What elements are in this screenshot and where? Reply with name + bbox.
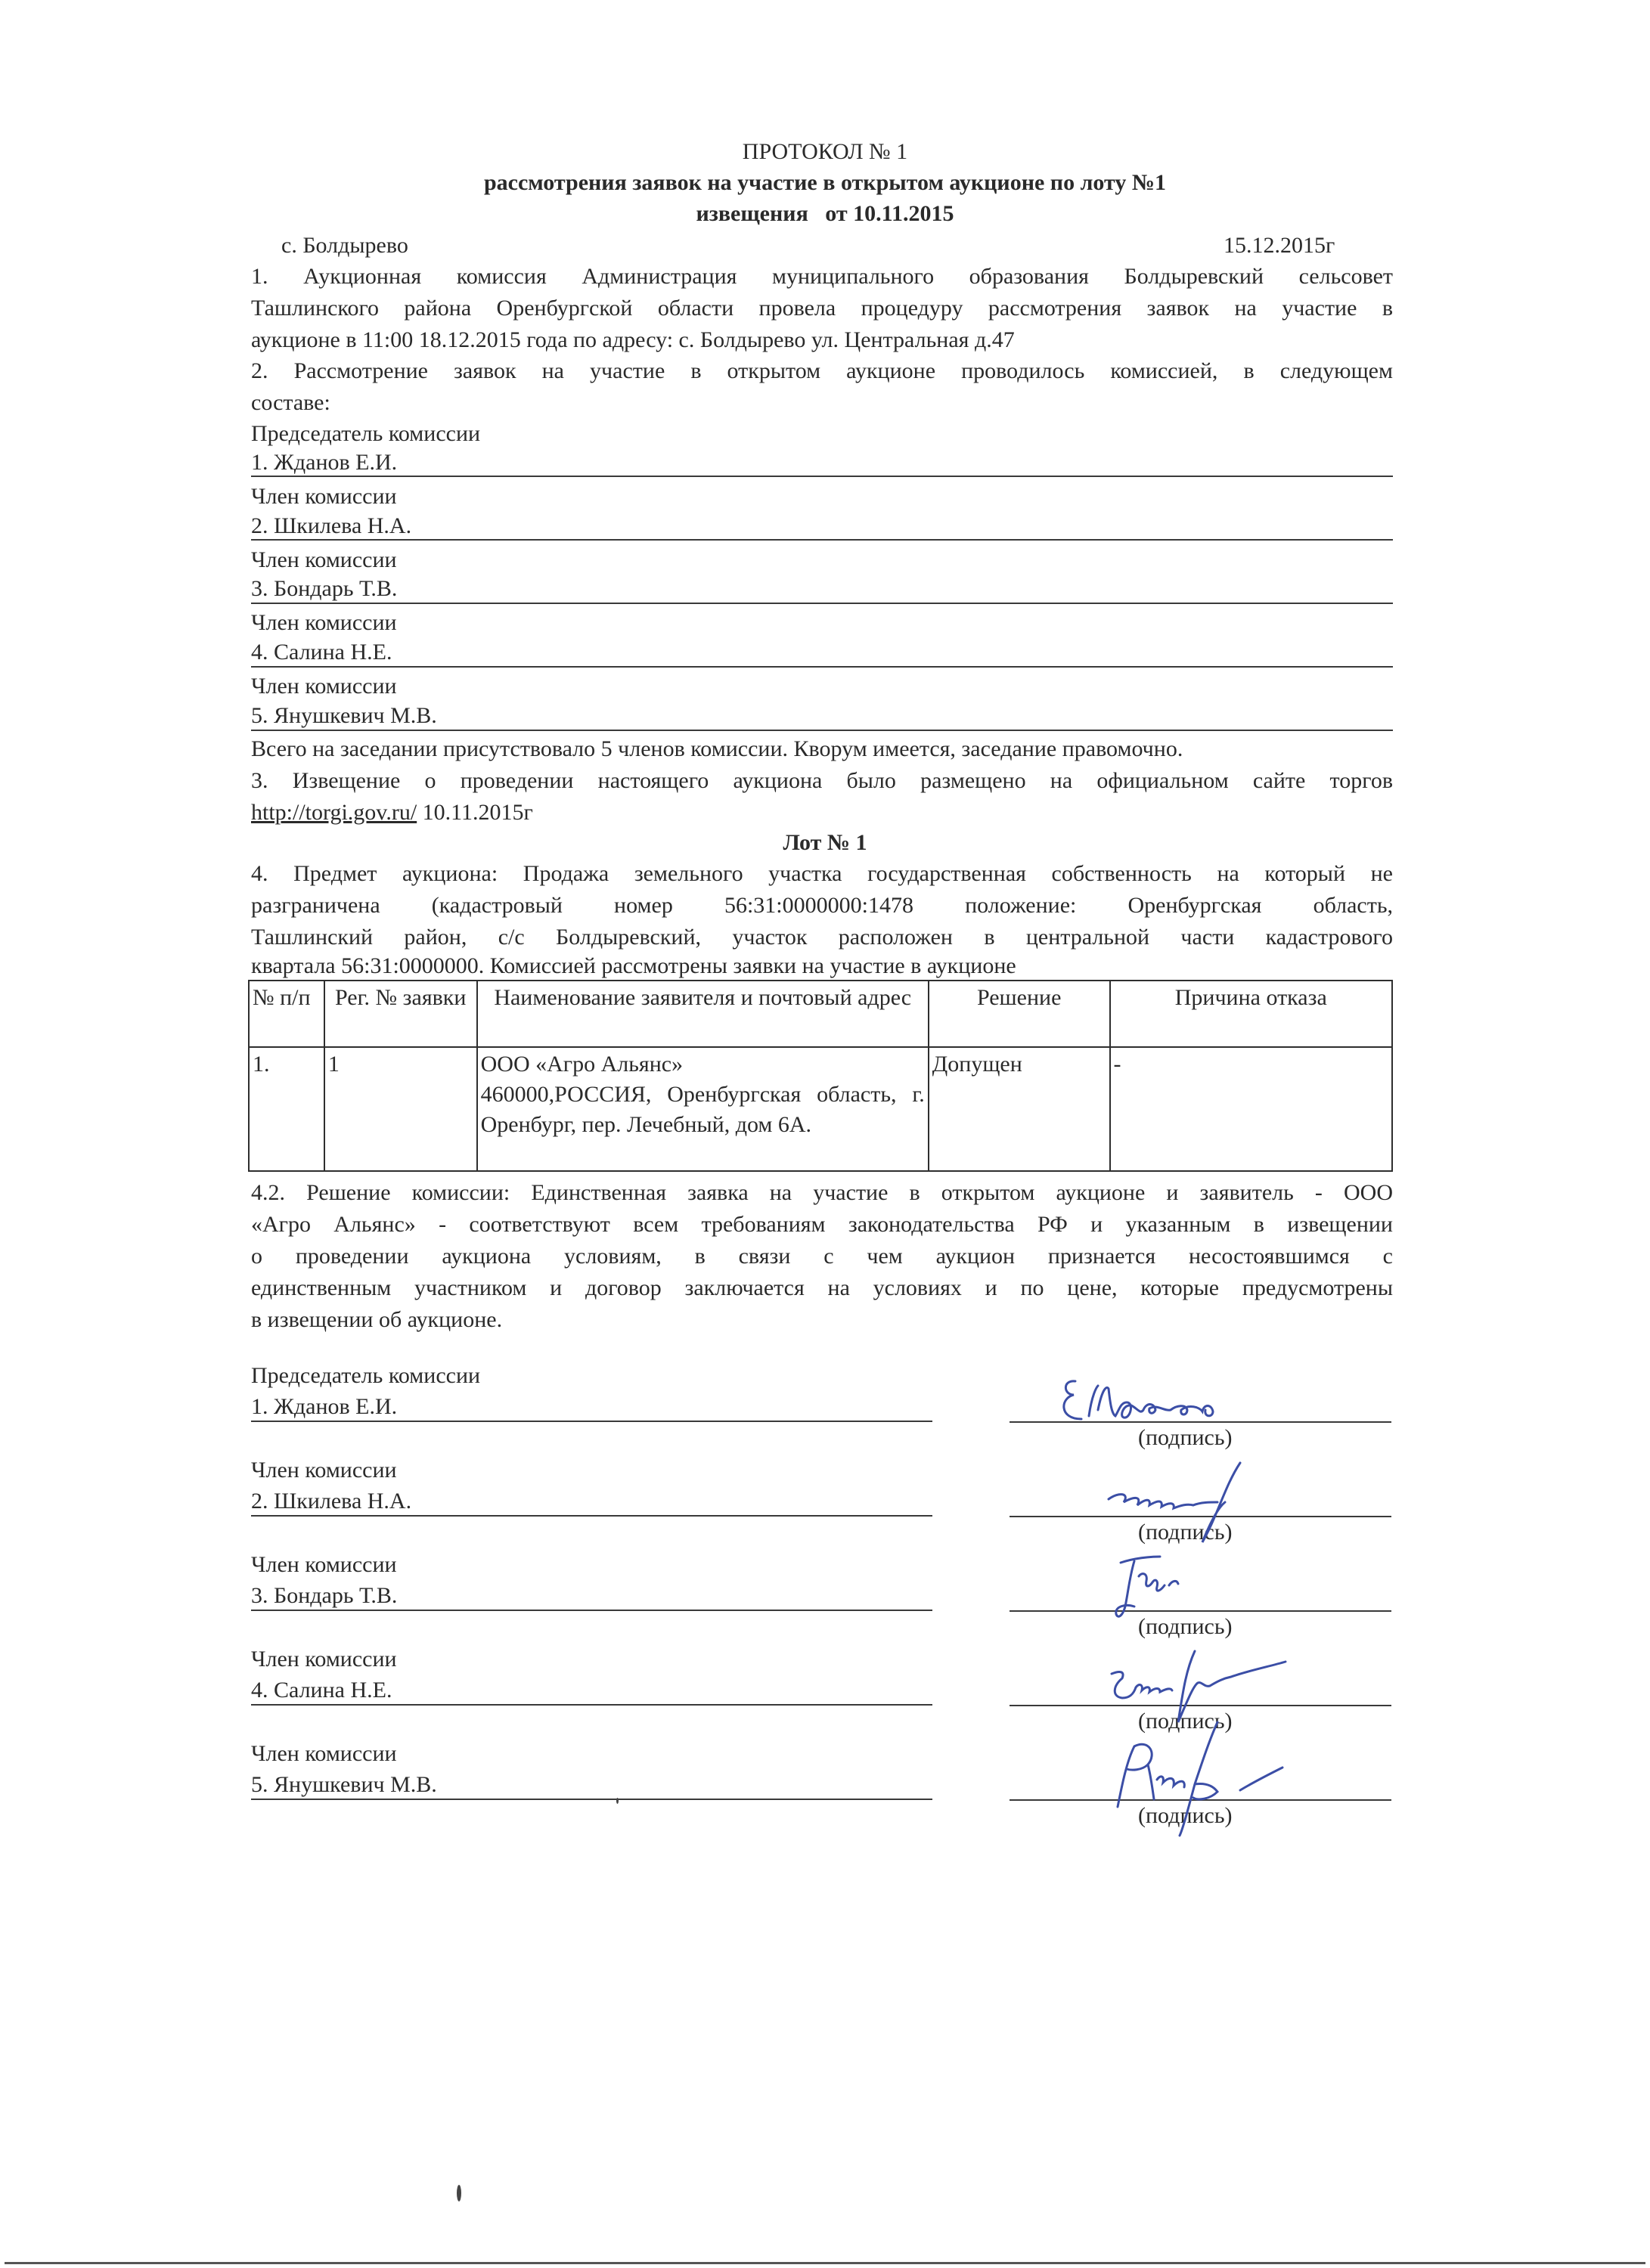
- divider: [251, 603, 1393, 604]
- name-line: [251, 1704, 932, 1706]
- scan-edge-line: [5, 2262, 1645, 2264]
- table-row: [249, 1047, 1392, 1171]
- document-subtitle: рассмотрения заявок на участие в открытом аукционе по лоту №1: [483, 170, 1167, 195]
- scan-speck: [457, 2185, 461, 2201]
- lot-line-4: квартала 56:31:0000000. Комиссией рассмотрены заявки на участие в аукционе: [251, 953, 1016, 978]
- decision-line-5: в извещении об аукционе.: [251, 1307, 503, 1332]
- signer-name: 5. Янушкевич М.В.: [251, 1772, 437, 1797]
- signature-caption: (подпись): [1138, 1709, 1233, 1734]
- member-name: 5. Янушкевич М.В.: [251, 703, 437, 728]
- signer-name: 2. Шкилева Н.А.: [251, 1489, 412, 1514]
- member-role: Член комиссии: [251, 484, 397, 509]
- col-header-decision: Решение: [929, 981, 1110, 1047]
- member-role: Член комиссии: [251, 674, 397, 699]
- signature-yanushkevich-icon: [1104, 1716, 1316, 1841]
- member-name: 1. Жданов Е.И.: [251, 450, 398, 475]
- member-role: Член комиссии: [251, 547, 397, 572]
- cell-applicant: [477, 1047, 929, 1171]
- signer-role: Председатель комиссии: [251, 1363, 481, 1388]
- divider: [251, 476, 1393, 477]
- cell-number: 1.: [249, 1047, 324, 1171]
- section-3-line-1: 3. Извещение о проведении настоящего аукциона было размещено на официальном сайте торгов: [251, 768, 1393, 793]
- signer-role: Член комиссии: [251, 1552, 397, 1577]
- cell-reg-number: 1: [324, 1047, 477, 1171]
- section-2-line-1: 2. Рассмотрение заявок на участие в открытом аукционе проводилось комиссией, в следующем: [251, 358, 1393, 383]
- signature-bondar-icon: [1112, 1554, 1195, 1625]
- name-line: [251, 1799, 932, 1800]
- place-label: с. Болдырево: [281, 233, 408, 258]
- section-1-line-3: аукционе в 11:00 18.12.2015 года по адресу: с. Болдырево ул. Центральная д.47: [251, 327, 1015, 352]
- section-2-line-2: составе:: [251, 390, 330, 415]
- name-line: [251, 1610, 932, 1611]
- member-role: Председатель комиссии: [251, 421, 481, 446]
- quorum-statement: Всего на заседании присутствовало 5 членов комиссии. Кворум имеется, заседание правомочно.: [251, 736, 1183, 761]
- decision-line-4: единственным участником и договор заключается на условиях и по цене, которые предусмотрены: [251, 1275, 1393, 1300]
- signature-caption: (подпись): [1138, 1803, 1233, 1828]
- lot-heading: Лот № 1: [783, 830, 867, 855]
- signer-role: Член комиссии: [251, 1458, 397, 1483]
- signer-name: 3. Бондарь Т.В.: [251, 1583, 398, 1608]
- name-line: [251, 1421, 932, 1422]
- table-header-row: [249, 981, 1392, 1047]
- decision-line-1: 4.2. Решение комиссии: Единственная заявка на участие в открытом аукционе и заявитель - ООО: [251, 1180, 1393, 1205]
- section-1-line-1: 1. Аукционная комиссия Администрация муниципального образования Болдыревский сельсовет: [251, 264, 1393, 289]
- col-header-applicant: Наименование заявителя и почтовый адрес: [477, 981, 929, 1047]
- lot-line-2: разграничена (кадастровый номер 56:31:0000000:1478 положение: Оренбургская область,: [251, 893, 1393, 918]
- col-header-reason: Причина отказа: [1110, 981, 1392, 1047]
- divider: [251, 730, 1393, 731]
- divider: [251, 666, 1393, 668]
- name-line: [251, 1515, 932, 1517]
- decision-line-3: о проведении аукциона условиям, в связи с чем аукцион признается несостоявшимся с: [251, 1244, 1393, 1269]
- signer-role: Член комиссии: [251, 1647, 397, 1672]
- col-header-reg-number: Рег. № заявки: [324, 981, 477, 1047]
- scan-speck: [616, 1798, 619, 1804]
- col-header-number: № п/п: [249, 981, 324, 1047]
- signature-line: [1010, 1610, 1391, 1612]
- lot-line-3: Ташлинский район, с/с Болдыревский, участок расположен в центральной части кадастрового: [251, 925, 1393, 950]
- signer-name: 1. Жданов Е.И.: [251, 1394, 398, 1419]
- signature-caption: (подпись): [1138, 1520, 1233, 1545]
- member-name: 3. Бондарь Т.В.: [251, 576, 398, 601]
- applicant-name: ООО «Агро Альянс»: [480, 1052, 684, 1077]
- lot-line-1: 4. Предмет аукциона: Продажа земельного участка государственная собственность на который не: [251, 861, 1393, 886]
- document-title: ПРОТОКОЛ № 1: [742, 139, 908, 164]
- section-1-line-2: Ташлинского района Оренбургской области провела процедуру рассмотрения заявок на участие в: [251, 296, 1393, 321]
- divider: [251, 539, 1393, 541]
- applications-table: [248, 980, 1393, 1172]
- member-name: 4. Салина Н.Е.: [251, 640, 392, 665]
- publish-date: 10.11.2015г: [417, 800, 533, 825]
- notice-date-line: извещения от 10.11.2015: [696, 201, 954, 226]
- cell-decision: Допущен: [929, 1047, 1110, 1171]
- signer-role: Член комиссии: [251, 1741, 397, 1766]
- protocol-date: 15.12.2015г: [1224, 233, 1335, 258]
- signer-name: 4. Салина Н.Е.: [251, 1678, 392, 1703]
- decision-line-2: «Агро Альянс» - соответствуют всем требованиям законодательства РФ и указанным в извещении: [251, 1212, 1393, 1237]
- signature-shkileva-icon: [1104, 1463, 1286, 1550]
- signature-caption: (подпись): [1138, 1425, 1233, 1450]
- member-name: 2. Шкилева Н.А.: [251, 513, 412, 538]
- signature-caption: (подпись): [1138, 1614, 1233, 1639]
- member-role: Член комиссии: [251, 610, 397, 635]
- applicant-address: 460000,РОССИЯ, Оренбургская область, г. Оренбург, пер. Лечебный, дом 6А.: [480, 1082, 925, 1137]
- signature-zhdanov-icon: [1059, 1372, 1263, 1436]
- torgi-link[interactable]: http://torgi.gov.ru/: [251, 800, 417, 825]
- section-3-line-2: [251, 797, 533, 829]
- cell-reason: -: [1110, 1047, 1392, 1171]
